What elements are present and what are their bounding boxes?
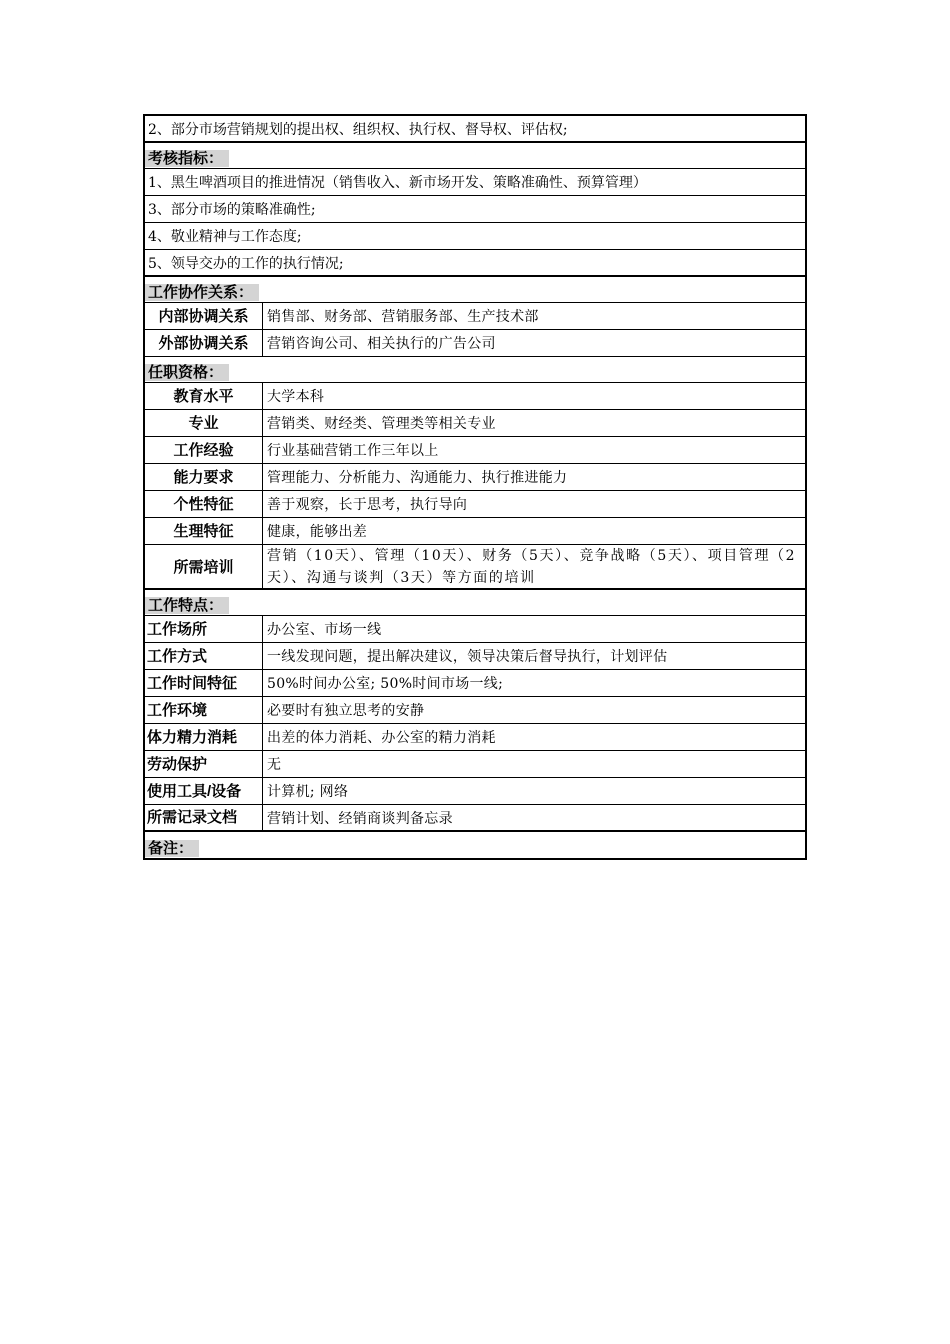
characteristic-value: 出差的体力消耗、办公室的精力消耗 [267, 730, 496, 746]
qualification-value: 健康，能够出差 [267, 524, 368, 540]
characteristic-value: 一线发现问题，提出解决建议，领导决策后督导执行，计划评估 [267, 649, 668, 665]
remarks-title: 备注： [145, 840, 199, 857]
characteristic-row [145, 778, 805, 805]
qualification-label: 个性特征 [145, 491, 263, 517]
kpi-section-header [145, 143, 805, 169]
characteristic-label: 使用工具/设备 [145, 778, 263, 804]
duties-row [145, 116, 805, 143]
qualification-value: 管理能力、分析能力、沟通能力、执行推进能力 [267, 470, 568, 486]
qualification-value: 行业基础营销工作三年以上 [267, 443, 439, 459]
internal-relations-label: 内部协调关系 [145, 303, 263, 329]
relations-section-header [145, 277, 805, 303]
characteristic-label: 所需记录文档 [145, 805, 263, 830]
characteristic-row [145, 751, 805, 778]
kpi-row [145, 196, 805, 223]
characteristic-row [145, 805, 805, 832]
external-relations-value: 营销咨询公司、相关执行的广告公司 [267, 336, 496, 352]
qualification-row [145, 464, 805, 491]
qualification-row [145, 410, 805, 437]
kpi-row [145, 169, 805, 196]
qualification-label: 生理特征 [145, 518, 263, 544]
characteristic-row [145, 643, 805, 670]
qualification-label: 教育水平 [145, 383, 263, 409]
qualifications-section-header [145, 357, 805, 383]
characteristic-value: 营销计划、经销商谈判备忘录 [267, 810, 453, 827]
qualification-row [145, 518, 805, 545]
characteristic-value: 计算机; 网络 [267, 784, 349, 800]
kpi-item: 1、黑生啤酒项目的推进情况（销售收入、新市场开发、策略准确性、预算管理） [148, 175, 647, 191]
characteristic-row [145, 616, 805, 643]
characteristic-value: 50%时间办公室; 50%时间市场一线; [267, 676, 504, 692]
characteristic-row [145, 697, 805, 724]
characteristics-section-header [145, 590, 805, 616]
kpi-row [145, 223, 805, 250]
characteristic-label: 工作方式 [145, 643, 263, 669]
remarks-section-header [145, 832, 805, 858]
characteristic-label: 工作环境 [145, 697, 263, 723]
kpi-row [145, 250, 805, 277]
qualification-row [145, 383, 805, 410]
characteristic-value: 必要时有独立思考的安静 [267, 703, 425, 719]
characteristic-row [145, 724, 805, 751]
relations-row [145, 330, 805, 357]
training-row [145, 545, 805, 590]
characteristic-label: 体力精力消耗 [145, 724, 263, 750]
qualification-label: 工作经验 [145, 437, 263, 463]
qualification-label: 专业 [145, 410, 263, 436]
qualification-label: 能力要求 [145, 464, 263, 490]
characteristic-value: 办公室、市场一线 [267, 622, 382, 638]
characteristic-label: 工作场所 [145, 616, 263, 642]
characteristic-value: 无 [267, 757, 282, 773]
qualification-row [145, 491, 805, 518]
kpi-item: 3、部分市场的策略准确性; [148, 202, 316, 218]
training-label: 所需培训 [145, 545, 263, 588]
characteristic-label: 工作时间特征 [145, 670, 263, 696]
relations-title: 工作协作关系： [145, 284, 259, 301]
qualification-value: 善于观察，长于思考，执行导向 [267, 497, 468, 513]
qualifications-title: 任职资格： [145, 364, 229, 381]
external-relations-label: 外部协调关系 [145, 330, 263, 356]
duties-text: 2、部分市场营销规划的提出权、组织权、执行权、督导权、评估权; [148, 121, 568, 138]
qualification-value: 营销类、财经类、管理类等相关专业 [267, 416, 496, 432]
relations-row [145, 303, 805, 330]
qualification-row [145, 437, 805, 464]
kpi-item: 5、领导交办的工作的执行情况; [148, 255, 344, 272]
training-value: 营销（10天）、管理（10天）、财务（5天）、竞争战略（5天）、项目管理（2天）、沟通与谈判（3天）等方面的培训 [267, 547, 797, 586]
internal-relations-value: 销售部、财务部、营销服务部、生产技术部 [267, 309, 539, 325]
kpi-item: 4、敬业精神与工作态度; [148, 229, 302, 245]
kpi-title: 考核指标： [145, 150, 229, 167]
characteristic-label: 劳动保护 [145, 751, 263, 777]
characteristic-row [145, 670, 805, 697]
job-description-table [143, 114, 807, 860]
characteristics-title: 工作特点： [145, 597, 229, 614]
qualification-value: 大学本科 [267, 389, 325, 405]
